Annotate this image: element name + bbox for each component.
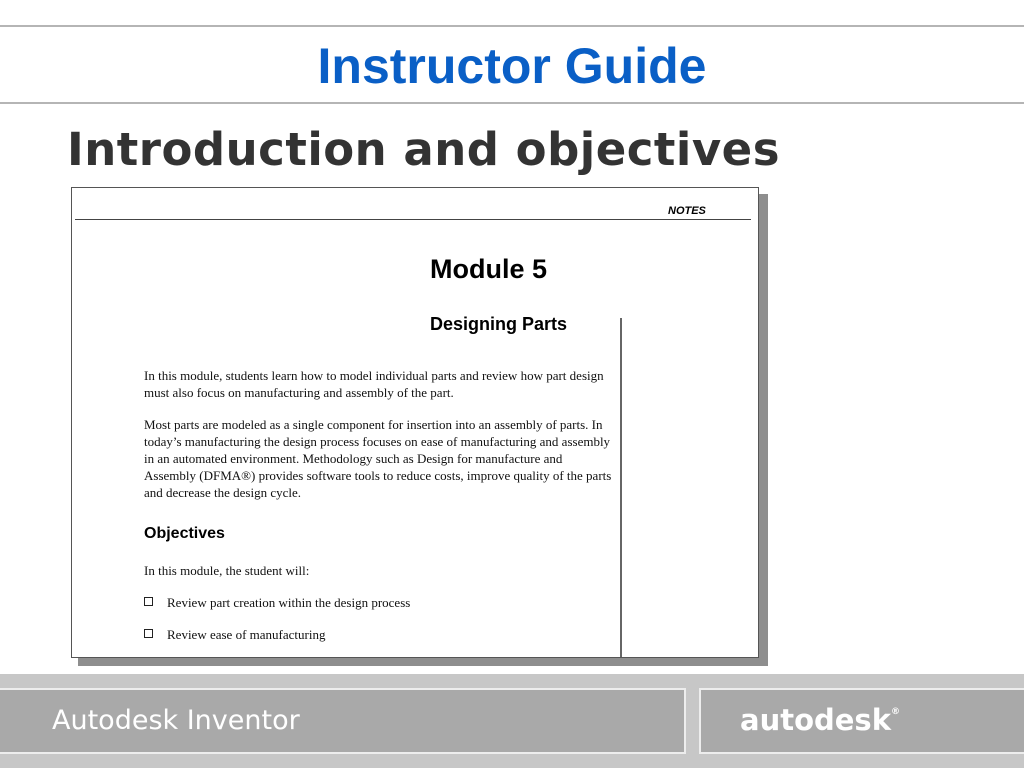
- registered-mark: ®: [890, 707, 900, 717]
- document-page-image: [71, 187, 759, 658]
- part-title: Designing Parts: [430, 314, 568, 334]
- list-item: [144, 626, 325, 643]
- brand-wordmark: autodesk: [740, 703, 891, 737]
- intro-paragraph: In this module, students learn how to model individual parts and review how part design must also focus on manufacturing and assembly of the part.: [144, 368, 604, 400]
- document-header-rule: [75, 219, 751, 220]
- notes-column-divider: [620, 318, 622, 658]
- objective-text: Review part creation within the design process: [167, 595, 411, 610]
- slide-title: Instructor Guide: [317, 38, 707, 94]
- methodology-paragraph: Most parts are modeled as a single component for insertion into an assembly of parts. In today’s manufacturing the design process focuses on ease of manufacturing and assembly in an automated environment. Methodology such as Design for manufacture and Assembly (DFMA®) provides software tools to reduce costs, improve quality of the parts and decrease the design cycle.: [144, 417, 612, 500]
- brand-logo: [740, 703, 900, 737]
- top-rule: [0, 25, 1024, 27]
- objectives-heading: Objectives: [144, 525, 225, 542]
- checkbox-bullet-icon: [144, 629, 153, 638]
- checkbox-bullet-icon: [144, 597, 153, 606]
- slide-subtitle: Introduction and objectives: [67, 123, 780, 176]
- list-item: [144, 594, 410, 611]
- title-bottom-rule: [0, 102, 1024, 104]
- objective-text: Review ease of manufacturing: [167, 627, 326, 642]
- module-title: Module 5: [430, 254, 548, 284]
- product-name: Autodesk Inventor: [52, 705, 300, 736]
- objectives-intro: In this module, the student will:: [144, 563, 310, 578]
- notes-label: NOTES: [668, 205, 706, 217]
